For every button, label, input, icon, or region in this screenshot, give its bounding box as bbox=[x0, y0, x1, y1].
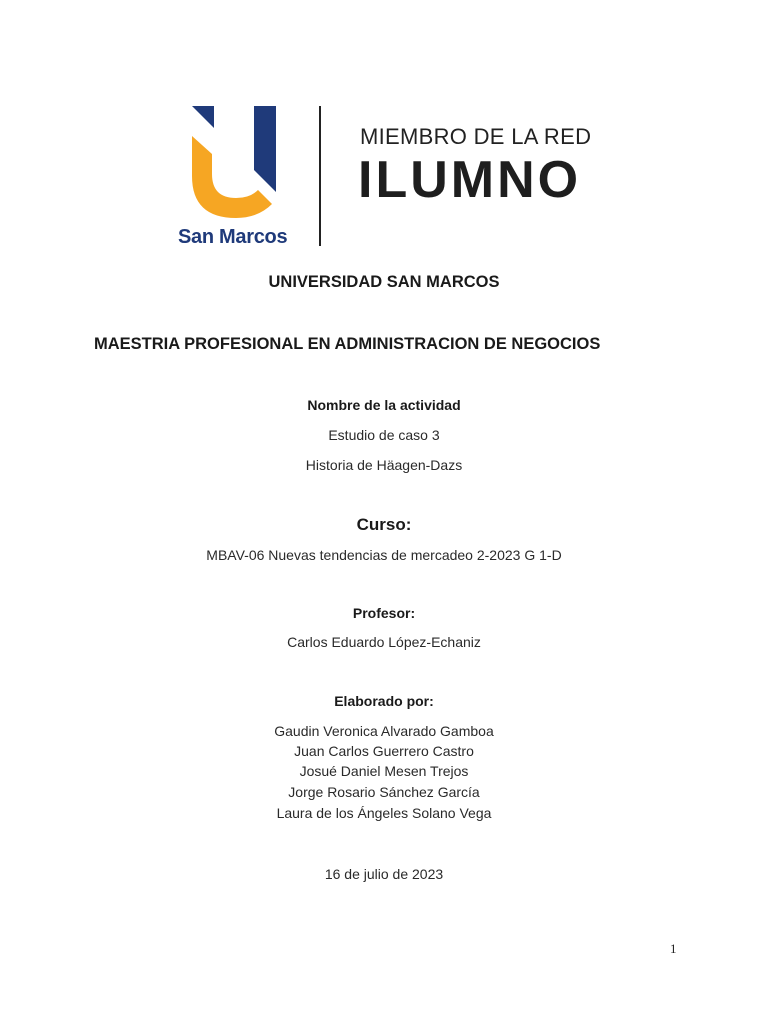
course-label: Curso: bbox=[356, 515, 412, 534]
activity-name: Estudio de caso 3 bbox=[328, 427, 440, 443]
san-marcos-u-logo-icon bbox=[192, 106, 282, 221]
logo-brand-name: San Marcos bbox=[178, 226, 288, 248]
author-name: Juan Carlos Guerrero Castro bbox=[294, 743, 474, 759]
author-name: Laura de los Ángeles Solano Vega bbox=[276, 805, 492, 821]
document-date: 16 de julio de 2023 bbox=[324, 866, 444, 882]
professor-name: Carlos Eduardo López-Echaniz bbox=[287, 634, 481, 650]
logo-ilumno-text: ILUMNO bbox=[358, 151, 582, 209]
page-number: 1 bbox=[670, 941, 677, 956]
authors-label: Elaborado por: bbox=[334, 693, 434, 709]
author-name: Jorge Rosario Sánchez García bbox=[288, 784, 480, 800]
program-title: MAESTRIA PROFESIONAL EN ADMINISTRACION DE NEGOCIOS bbox=[94, 335, 601, 353]
logo-member-text: MIEMBRO DE LA RED bbox=[360, 124, 592, 149]
activity-subtitle: Historia de Häagen-Dazs bbox=[305, 457, 463, 473]
logo bbox=[178, 104, 598, 254]
author-name: Josué Daniel Mesen Trejos bbox=[299, 763, 469, 779]
activity-label: Nombre de la actividad bbox=[307, 397, 461, 413]
university-title: UNIVERSIDAD SAN MARCOS bbox=[268, 273, 500, 291]
professor-label: Profesor: bbox=[352, 605, 416, 621]
author-name: Gaudin Veronica Alvarado Gamboa bbox=[274, 723, 494, 739]
course-value: MBAV-06 Nuevas tendencias de mercadeo 2-2023 G 1-D bbox=[206, 547, 562, 563]
logo-divider bbox=[319, 106, 321, 246]
